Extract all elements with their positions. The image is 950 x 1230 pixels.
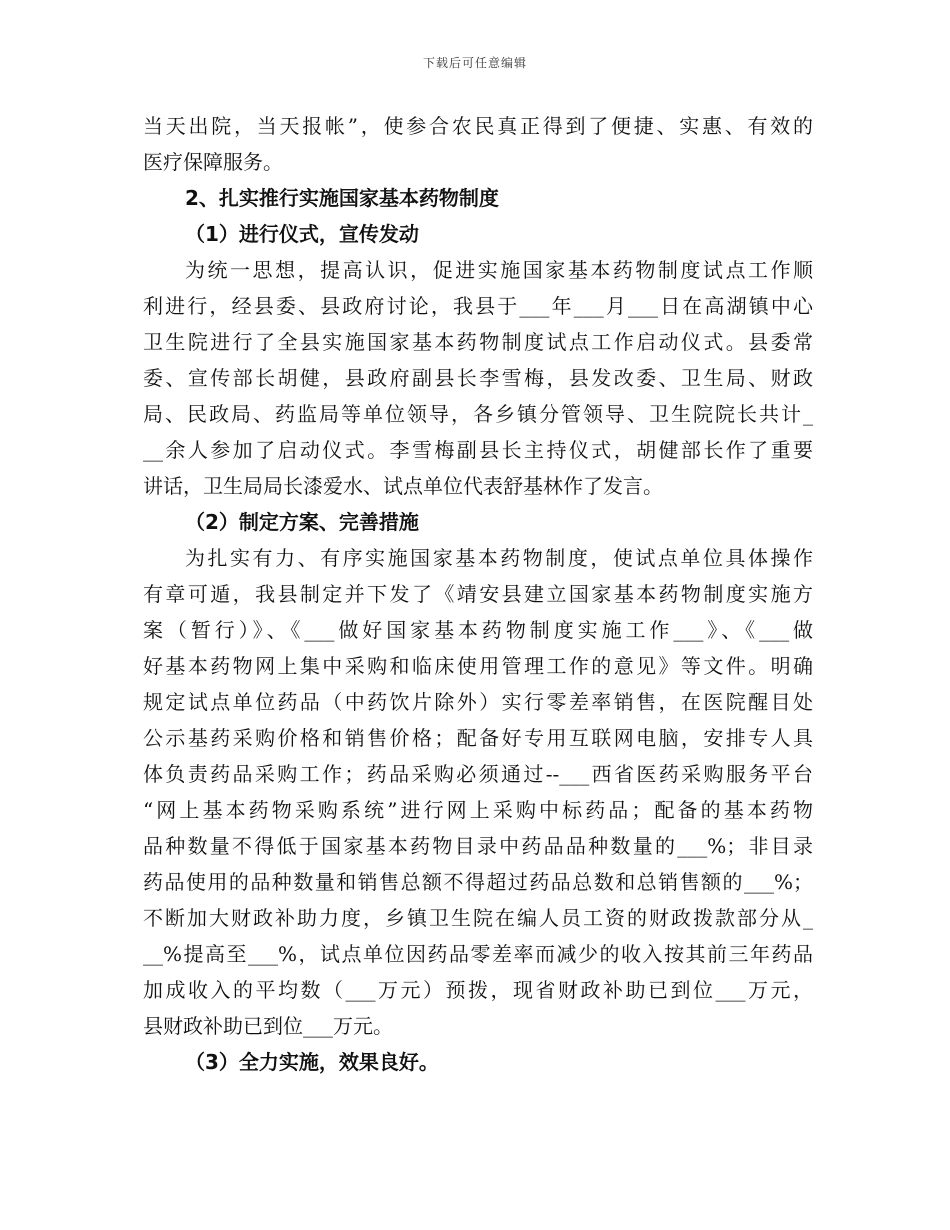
paragraph-line: 当天出院，当天报帐”，使参合农民真正得到了便捷、实惠、有效的 bbox=[143, 114, 813, 138]
paragraph-line: __%提高至___%，试点单位因药品零差率而减少的收入按其前三年药品 bbox=[143, 942, 813, 966]
subsection-heading: （1）进行仪式，宣传发动 bbox=[185, 222, 419, 246]
paragraph-line: 加成收入的平均数（___万元）预拨，现省财政补助已到位___万元， bbox=[143, 978, 813, 1002]
paragraph-line: 药品使用的品种数量和销售总额不得超过药品总数和总销售额的___%； bbox=[143, 870, 813, 894]
paragraph-line: 卫生院进行了全县实施国家基本药物制度试点工作启动仪式。县委常 bbox=[143, 330, 813, 354]
paragraph-line: 体负责药品采购工作；药品采购必须通过--___西省医药采购服务平台 bbox=[143, 762, 813, 786]
paragraph-line: 局、民政局、药监局等单位领导，各乡镇分管领导、卫生院院长共计_ bbox=[143, 402, 813, 426]
paragraph-line: 品种数量不得低于国家基本药物目录中药品品种数量的___%；非目录 bbox=[143, 834, 813, 858]
paragraph-line: 医疗保障服务。 bbox=[143, 150, 283, 174]
document-body bbox=[143, 108, 813, 1080]
paragraph-line: 公示基药采购价格和销售价格；配备好专用互联网电脑，安排专人具 bbox=[143, 726, 813, 750]
paragraph-line: 县财政补助已到位___万元。 bbox=[143, 1014, 393, 1038]
paragraph-line: 讲话，卫生局局长漆爱水、试点单位代表舒基林作了发言。 bbox=[143, 474, 663, 498]
paragraph-line: 为扎实有力、有序实施国家基本药物制度，使试点单位具体操作 bbox=[185, 546, 813, 570]
paragraph-line: __余人参加了启动仪式。李雪梅副县长主持仪式，胡健部长作了重要 bbox=[143, 438, 813, 462]
paragraph-line: 为统一思想，提高认识，促进实施国家基本药物制度试点工作顺 bbox=[185, 258, 813, 282]
section-heading: 2、扎实推行实施国家基本药物制度 bbox=[185, 186, 499, 210]
page-header: 下载后可任意编辑 bbox=[422, 56, 527, 70]
paragraph-line: 利进行，经县委、县政府讨论，我县于___年___月___日在高湖镇中心 bbox=[143, 294, 813, 318]
paragraph-line: 规定试点单位药品（中药饮片除外）实行零差率销售，在医院醒目处 bbox=[143, 690, 813, 714]
subsection-heading: （2）制定方案、完善措施 bbox=[185, 510, 419, 534]
paragraph-line: 有章可遁，我县制定并下发了《靖安县建立国家基本药物制度实施方 bbox=[143, 582, 813, 606]
paragraph-line: 案（暂行）》、《___做好国家基本药物制度实施工作___》、《___做 bbox=[143, 618, 813, 642]
paragraph-line: 好基本药物网上集中采购和临床使用管理工作的意见》等文件。明确 bbox=[143, 654, 813, 678]
subsection-heading: （3）全力实施，效果良好。 bbox=[185, 1050, 439, 1074]
paragraph-line: 不断加大财政补助力度，乡镇卫生院在编人员工资的财政拨款部分从_ bbox=[143, 906, 813, 930]
paragraph-line: 委、宣传部长胡健，县政府副县长李雪梅，县发改委、卫生局、财政 bbox=[143, 366, 813, 390]
paragraph-line: “网上基本药物采购系统”进行网上采购中标药品；配备的基本药物 bbox=[143, 798, 813, 822]
